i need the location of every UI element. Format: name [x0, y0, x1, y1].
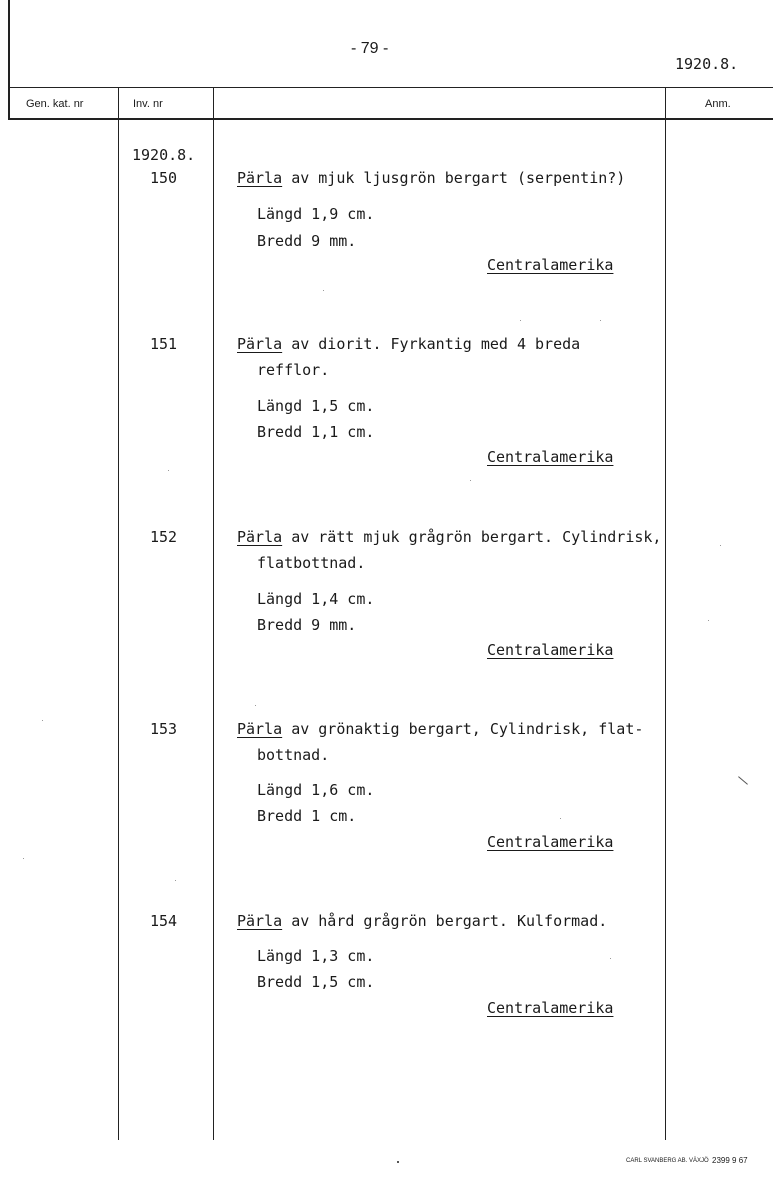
page-number: - 79 - [351, 40, 389, 57]
scan-speck [738, 776, 748, 784]
column-header-anm: Anm. [705, 98, 731, 110]
scan-speck [397, 1161, 399, 1163]
length-measure: Längd 1,4 cm. [257, 590, 375, 608]
description-continuation: flatbottnad. [257, 554, 366, 572]
origin-region: Centralamerika [487, 833, 614, 851]
printer-mark [626, 1158, 709, 1164]
scan-speck [520, 320, 521, 321]
form-code: 2399 9 67 [712, 1156, 748, 1165]
origin-region: Centralamerika [487, 999, 614, 1017]
scan-speck [42, 720, 43, 721]
column-header-inv-nr: Inv. nr [133, 98, 163, 110]
description-continuation: refflor. [257, 361, 330, 379]
length-measure: Längd 1,5 cm. [257, 397, 375, 415]
entry-description [237, 722, 643, 737]
width-measure: Bredd 1 cm. [257, 807, 357, 825]
entry-description [237, 914, 607, 929]
object-name: Pärla [237, 912, 283, 930]
entry-description [237, 530, 661, 545]
inv-number: 150 [150, 169, 178, 187]
left-margin-rule [8, 0, 10, 118]
scan-speck [708, 620, 709, 621]
origin-region: Centralamerika [487, 448, 614, 466]
length-measure: Längd 1,9 cm. [257, 205, 375, 223]
width-measure: Bredd 9 mm. [257, 232, 357, 250]
column-header-gen-kat-nr: Gen. kat. nr [26, 98, 84, 110]
description-continuation: bottnad. [257, 746, 330, 764]
inv-desc-column-rule [213, 88, 214, 1140]
object-name: Pärla [237, 720, 283, 738]
origin-region: Centralamerika [487, 641, 614, 659]
inv-number: 153 [150, 720, 178, 738]
catalog-reference: 1920.8. [675, 55, 739, 73]
scan-speck [600, 320, 601, 321]
width-measure: Bredd 9 mm. [257, 616, 357, 634]
object-name: Pärla [237, 335, 283, 353]
description-text: av diorit. Fyrkantig med 4 breda [291, 335, 581, 353]
inv-number: 154 [150, 912, 178, 930]
description-text: av rätt mjuk grågrön bergart. Cylindrisk, [291, 528, 662, 546]
width-measure: Bredd 1,5 cm. [257, 973, 375, 991]
description-text: av hård grågrön bergart. Kulformad. [291, 912, 608, 930]
header-top-rule [8, 87, 773, 88]
description-text: av mjuk ljusgrön bergart (serpentin?) [291, 169, 626, 187]
header-bottom-rule [8, 118, 773, 120]
scan-speck [323, 290, 324, 291]
length-measure: Längd 1,3 cm. [257, 947, 375, 965]
desc-anm-column-rule [665, 88, 666, 1140]
scan-speck [175, 880, 176, 881]
printer-name: CARL SVANBERG AB. VÄXJÖ [626, 1158, 709, 1164]
description-text: av grönaktig bergart, Cylindrisk, flat- [291, 720, 644, 738]
group-reference: 1920.8. [132, 146, 196, 164]
scan-speck [720, 545, 721, 546]
entry-description [237, 171, 625, 186]
origin-region: Centralamerika [487, 256, 614, 274]
entry-description [237, 337, 580, 352]
gen-inv-column-rule [118, 88, 119, 1140]
scan-speck [470, 480, 471, 481]
inv-number: 151 [150, 335, 178, 353]
scan-speck [255, 705, 256, 706]
scan-speck [23, 858, 24, 859]
length-measure: Längd 1,6 cm. [257, 781, 375, 799]
inv-number: 152 [150, 528, 178, 546]
object-name: Pärla [237, 169, 283, 187]
scan-speck [560, 818, 561, 819]
object-name: Pärla [237, 528, 283, 546]
width-measure: Bredd 1,1 cm. [257, 423, 375, 441]
scan-speck [610, 958, 611, 959]
scan-speck [168, 470, 169, 471]
